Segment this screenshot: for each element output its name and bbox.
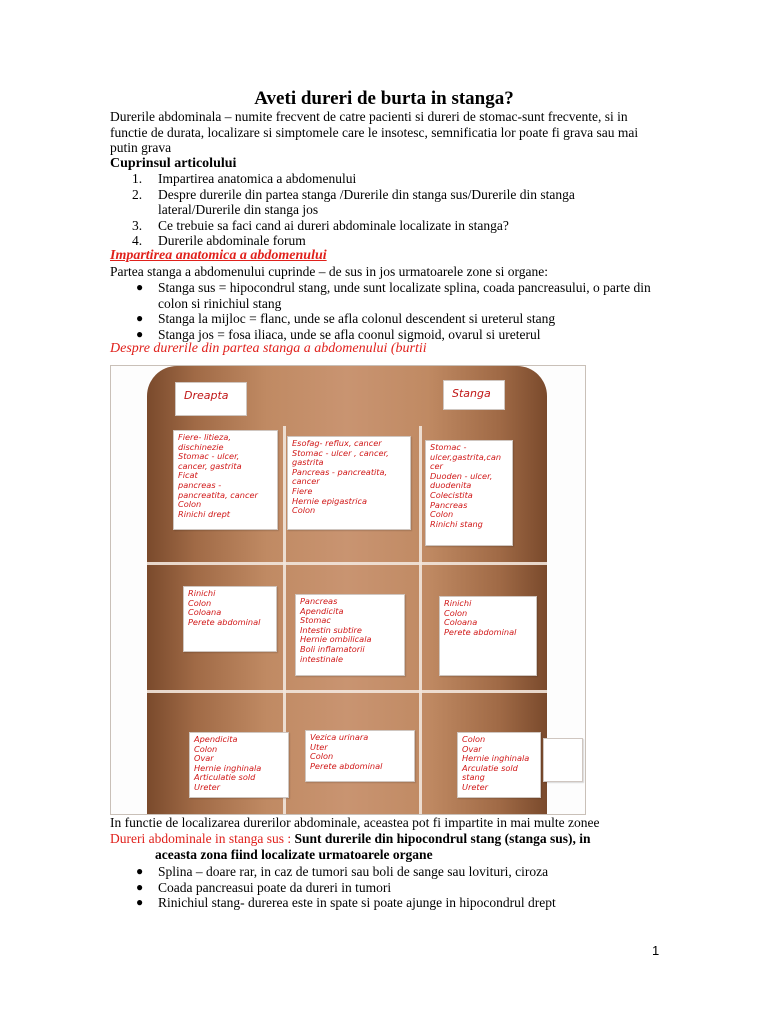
anatomy-bullet-list bbox=[132, 280, 660, 342]
section-heading-anatomy: Impartirea anatomica a abdomenului bbox=[110, 248, 327, 263]
list-item: ● Rinichiul stang- durerea este in spate si poate ajunge in hipocondrul drept bbox=[136, 895, 556, 910]
bullet-icon: ● bbox=[136, 326, 144, 341]
upper-left-heading: Dureri abdominale in stanga sus : Sunt durerile din hipocondrul stang (stanga sus), in bbox=[110, 831, 591, 846]
toc-item[interactable]: 1. Impartirea anatomica a abdomenului bbox=[132, 171, 357, 186]
bullet-icon: ● bbox=[136, 895, 144, 909]
list-item: ● Splina – doare rar, in caz de tumori sau boli de sange sau lovituri, ciroza bbox=[136, 864, 549, 879]
label-left-side: Stanga bbox=[443, 380, 505, 410]
bullet-icon: ● bbox=[136, 864, 144, 878]
page-number: 1 bbox=[652, 943, 660, 958]
region-card-top-center: Esofag- reflux, cancer Stomac - ulcer , cancer, gastrita Pancreas - pancreatita, cancer Fiere Hernie epigastrica Colon bbox=[287, 436, 411, 530]
page-title: Aveti dureri de burta in stanga? bbox=[254, 88, 514, 109]
toc-item[interactable]: 3. Ce trebuie sa faci cand ai dureri abdominale localizate in stanga? bbox=[132, 217, 509, 233]
label-right-side: Dreapta bbox=[175, 382, 247, 416]
region-card-bot-left: Apendicita Colon Ovar Hernie inghinala Articulatie sold Ureter bbox=[189, 732, 289, 798]
region-card-mid-right: Rinichi Colon Coloana Perete abdominal bbox=[439, 596, 537, 676]
section-heading-left-pain: Despre durerile din partea stanga a abdomenului (burtii bbox=[110, 341, 427, 356]
grid-divider bbox=[147, 562, 547, 565]
intro-paragraph: Durerile abdominala – numite frecvent de catre pacienti si dureri de stomac-sunt frecvente, si in functie de durata, localizare si simptomele care le insotesc, semnificatia lor poate fi grava sau mai putin grava bbox=[110, 109, 639, 155]
grid-divider bbox=[419, 426, 422, 814]
bullet-icon: ● bbox=[136, 311, 144, 325]
region-card-top-left: Fiere- litieza, dischinezie Stomac - ulcer, cancer, gastrita Ficat pancreas - pancreatita, cancer Colon Rinichi drept bbox=[173, 430, 278, 530]
bullet-icon: ● bbox=[136, 879, 144, 894]
region-card-bot-center: Vezica urinara Uter Colon Perete abdominal bbox=[305, 730, 415, 782]
bullet-icon: ● bbox=[136, 280, 144, 294]
list-item: ● Coada pancreasui poate da dureri in tumori bbox=[136, 879, 392, 895]
toc-item[interactable]: 4. Durerile abdominale forum bbox=[132, 233, 306, 248]
organ-bullet-list bbox=[132, 864, 660, 911]
region-card-edge bbox=[543, 738, 583, 782]
grid-divider bbox=[147, 690, 547, 693]
section-lead: Partea stanga a abdomenului cuprinde – de sus in jos urmatoarele zone si organe: bbox=[110, 264, 548, 279]
toc-item[interactable]: 2. Despre durerile din partea stanga /Durerile din stanga sus/Durerile din stanga lateral/Durerile din stanga jos bbox=[132, 186, 575, 217]
toc-list bbox=[132, 171, 660, 249]
region-card-top-right: Stomac - ulcer,gastrita,can cer Duoden - ulcer, duodenita Colecistita Pancreas Colon Rinichi stang bbox=[425, 440, 513, 546]
abdomen-regions-figure bbox=[110, 365, 586, 815]
region-card-mid-center: Pancreas Apendicita Stomac Intestin subtire Hernie ombilicala Boli inflamatorii intestinale bbox=[295, 594, 405, 676]
list-item: ● Stanga la mijloc = flanc, unde se afla colonul descendent si ureterul stang bbox=[136, 311, 556, 326]
zones-lead: In functie de localizarea durerilor abdominale, aceastea pot fi impartite in mai multe zonee bbox=[110, 815, 600, 830]
toc-heading: Cuprinsul articolului bbox=[110, 156, 237, 171]
upper-left-heading-cont: aceasta zona fiind localizate urmatoarele organe bbox=[155, 847, 433, 862]
region-card-bot-right: Colon Ovar Hernie inghinala Arculatie sold stang Ureter bbox=[457, 732, 541, 798]
region-card-mid-left: Rinichi Colon Coloana Perete abdominal bbox=[183, 586, 277, 652]
list-item: ● Stanga sus = hipocondrul stang, unde sunt localizate splina, coada pancreasului, o parte din colon si rinichiul stang bbox=[136, 280, 651, 311]
list-item: ● Stanga jos = fosa iliaca, unde se afla coonul sigmoid, ovarul si ureterul bbox=[136, 326, 541, 342]
